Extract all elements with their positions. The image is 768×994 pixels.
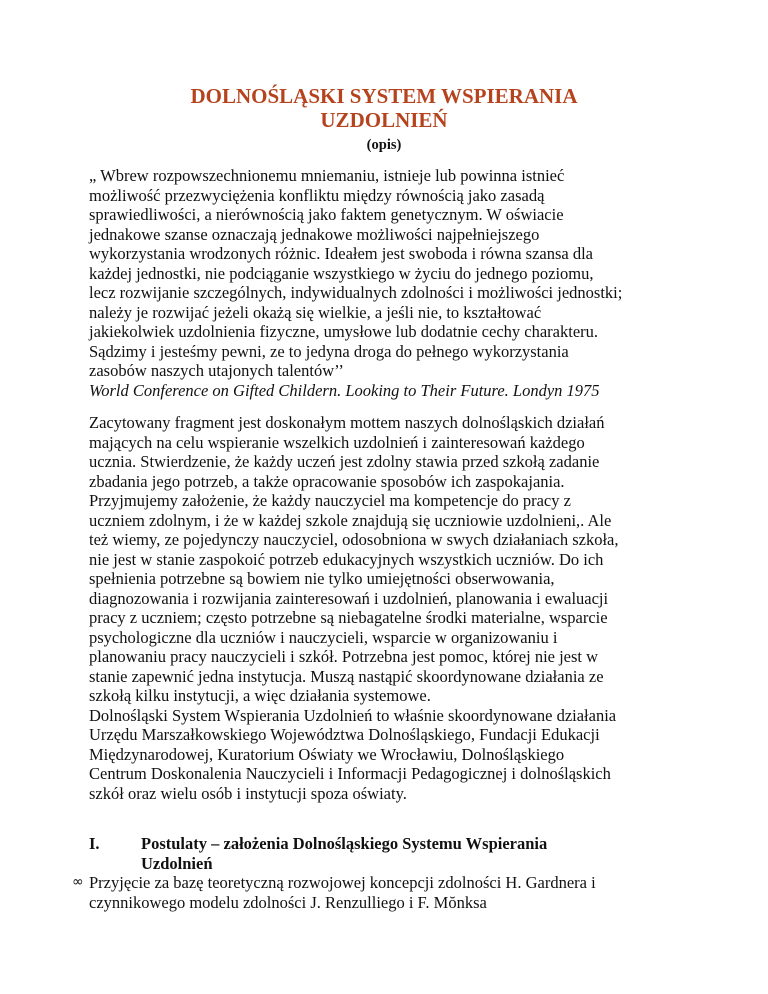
body-line: Międzynarodowej, Kuratorium Oświaty we Wrocławiu, Dolnośląskiego: [89, 744, 565, 764]
section-number: I.: [89, 834, 100, 853]
motto-quote: [89, 166, 729, 400]
body-line: ucznia. Stwierdzenie, że każdy uczeń jest zdolny stawia przed szkołą zadanie: [89, 452, 600, 471]
body-line: szkół oraz wielu osób i instytucji spoza oświaty.: [89, 783, 407, 803]
quote-line: jednakowe szanse oznaczają jednakowe możliwości najpełniejszego: [89, 224, 540, 244]
body-line: zbadania jego potrzeb, a także opracowanie sposobów ich zaspokajania.: [89, 471, 565, 491]
bullet-line: czynnikowego modelu zdolności J. Renzulliego i F. Mŏnksa: [89, 892, 487, 912]
body-line: Dolnośląski System Wspierania Uzdolnień to właśnie skoordynowane działania: [89, 705, 617, 725]
quote-line: „ Wbrew rozpowszechnionemu mniemaniu, istnieje lub powinna istnieć: [89, 166, 565, 185]
list-item: [72, 873, 739, 912]
quote-line: sprawiedliwości, a nierównością jako faktem genetycznym. W oświacie: [89, 205, 564, 224]
quote-line: możliwość przezwyciężenia konfliktu między równością jako zasadą: [89, 185, 545, 205]
body-line: szkołą kilku instytucji, a więc działania systemowe.: [89, 686, 431, 705]
quote-line: należy je rozwijać jeżeli okażą się wielkie, a jeśli nie, to kształtować: [89, 302, 542, 322]
quote-line: Sądzimy i jesteśmy pewni, ze to jedyna droga do pełnego wykorzystania: [89, 341, 569, 361]
body-line: uczniem zdolnym, i że w każdej szkole znajdują się uczniowie uzdolnieni,. Ale: [89, 510, 612, 530]
body-line: stanie zapewnić jedna instytucja. Muszą nastąpić skoordynowane działania ze: [89, 666, 604, 686]
body-line: spełnienia potrzebne są bowiem nie tylko umiejętności obserwowania,: [89, 569, 555, 588]
section-title: [141, 834, 547, 873]
section-title-line-2: Uzdolnień: [141, 853, 213, 873]
quote-line: lecz rozwijanie szczególnych, indywidualnych zdolności i możliwości jednostki;: [89, 283, 623, 302]
document-subtitle: (opis): [366, 137, 402, 153]
body-line: diagnozowania i rozwijania zainteresowań i uzdolnień, planowania i ewaluacji: [89, 588, 609, 608]
quote-line: jakiekolwiek uzdolnienia fizyczne, umysłowe lub dodatnie cechy charakteru.: [89, 322, 599, 341]
body-line: Centrum Doskonalenia Nauczycieli i Informacji Pedagogicznej i dolnośląskich: [89, 764, 611, 783]
title-line-1: DOLNOŚLĄSKI SYSTEM WSPIERANIA: [190, 84, 578, 108]
body-line: Urzędu Marszałkowskiego Województwa Dolnośląskiego, Fundacji Edukacji: [89, 725, 600, 744]
body-line: też wiemy, ze pojedynczy nauczyciel, odosobniona w swych działaniach szkoła,: [89, 530, 619, 549]
infinity-bullet-icon: ∞: [72, 874, 84, 890]
body-line: Zacytowany fragment jest doskonałym mottem naszych dolnośląskich działań: [89, 413, 605, 432]
body-line: planowaniu pracy nauczycieli i szkół. Potrzebna jest pomoc, której nie jest w: [89, 647, 599, 666]
body-line: psychologiczne dla uczniów i nauczycieli, wsparcie w organizowaniu i: [89, 627, 558, 647]
bullet-line: Przyjęcie za bazę teoretyczną rozwojowej koncepcji zdolności H. Gardnera i: [89, 873, 596, 892]
quote-line: wykorzystania wrodzonych różnic. Ideałem jest swoboda i równa szansa dla: [89, 244, 593, 263]
title-line-2: UZDOLNIEŃ: [320, 107, 448, 132]
quote-source: World Conference on Gifted Childern. Looking to Their Future. Londyn 1975: [89, 380, 600, 400]
body-line: mających na celu wspieranie wszelkich uzdolnień i zainteresowań każdego: [89, 432, 585, 452]
body-line: nie jest w stanie zaspokoić potrzeb edukacyjnych wszystkich uczniów. Do ich: [89, 549, 604, 569]
body-paragraph: [89, 413, 729, 803]
quote-line: każdej jednostki, nie podciąganie wszystkiego w życiu do jednego poziomu,: [89, 263, 594, 283]
body-line: Przyjmujemy założenie, że każdy nauczyciel ma kompetencje do pracy z: [89, 491, 571, 510]
document-title: [90, 85, 678, 132]
section-title-line-1: Postulaty – założenia Dolnośląskiego Systemu Wspierania: [141, 834, 548, 853]
body-line: pracy z uczniem; często potrzebne są niebagatelne środki materialne, wsparcie: [89, 608, 608, 627]
quote-line: zasobów naszych utajonych talentów’’: [89, 361, 344, 380]
